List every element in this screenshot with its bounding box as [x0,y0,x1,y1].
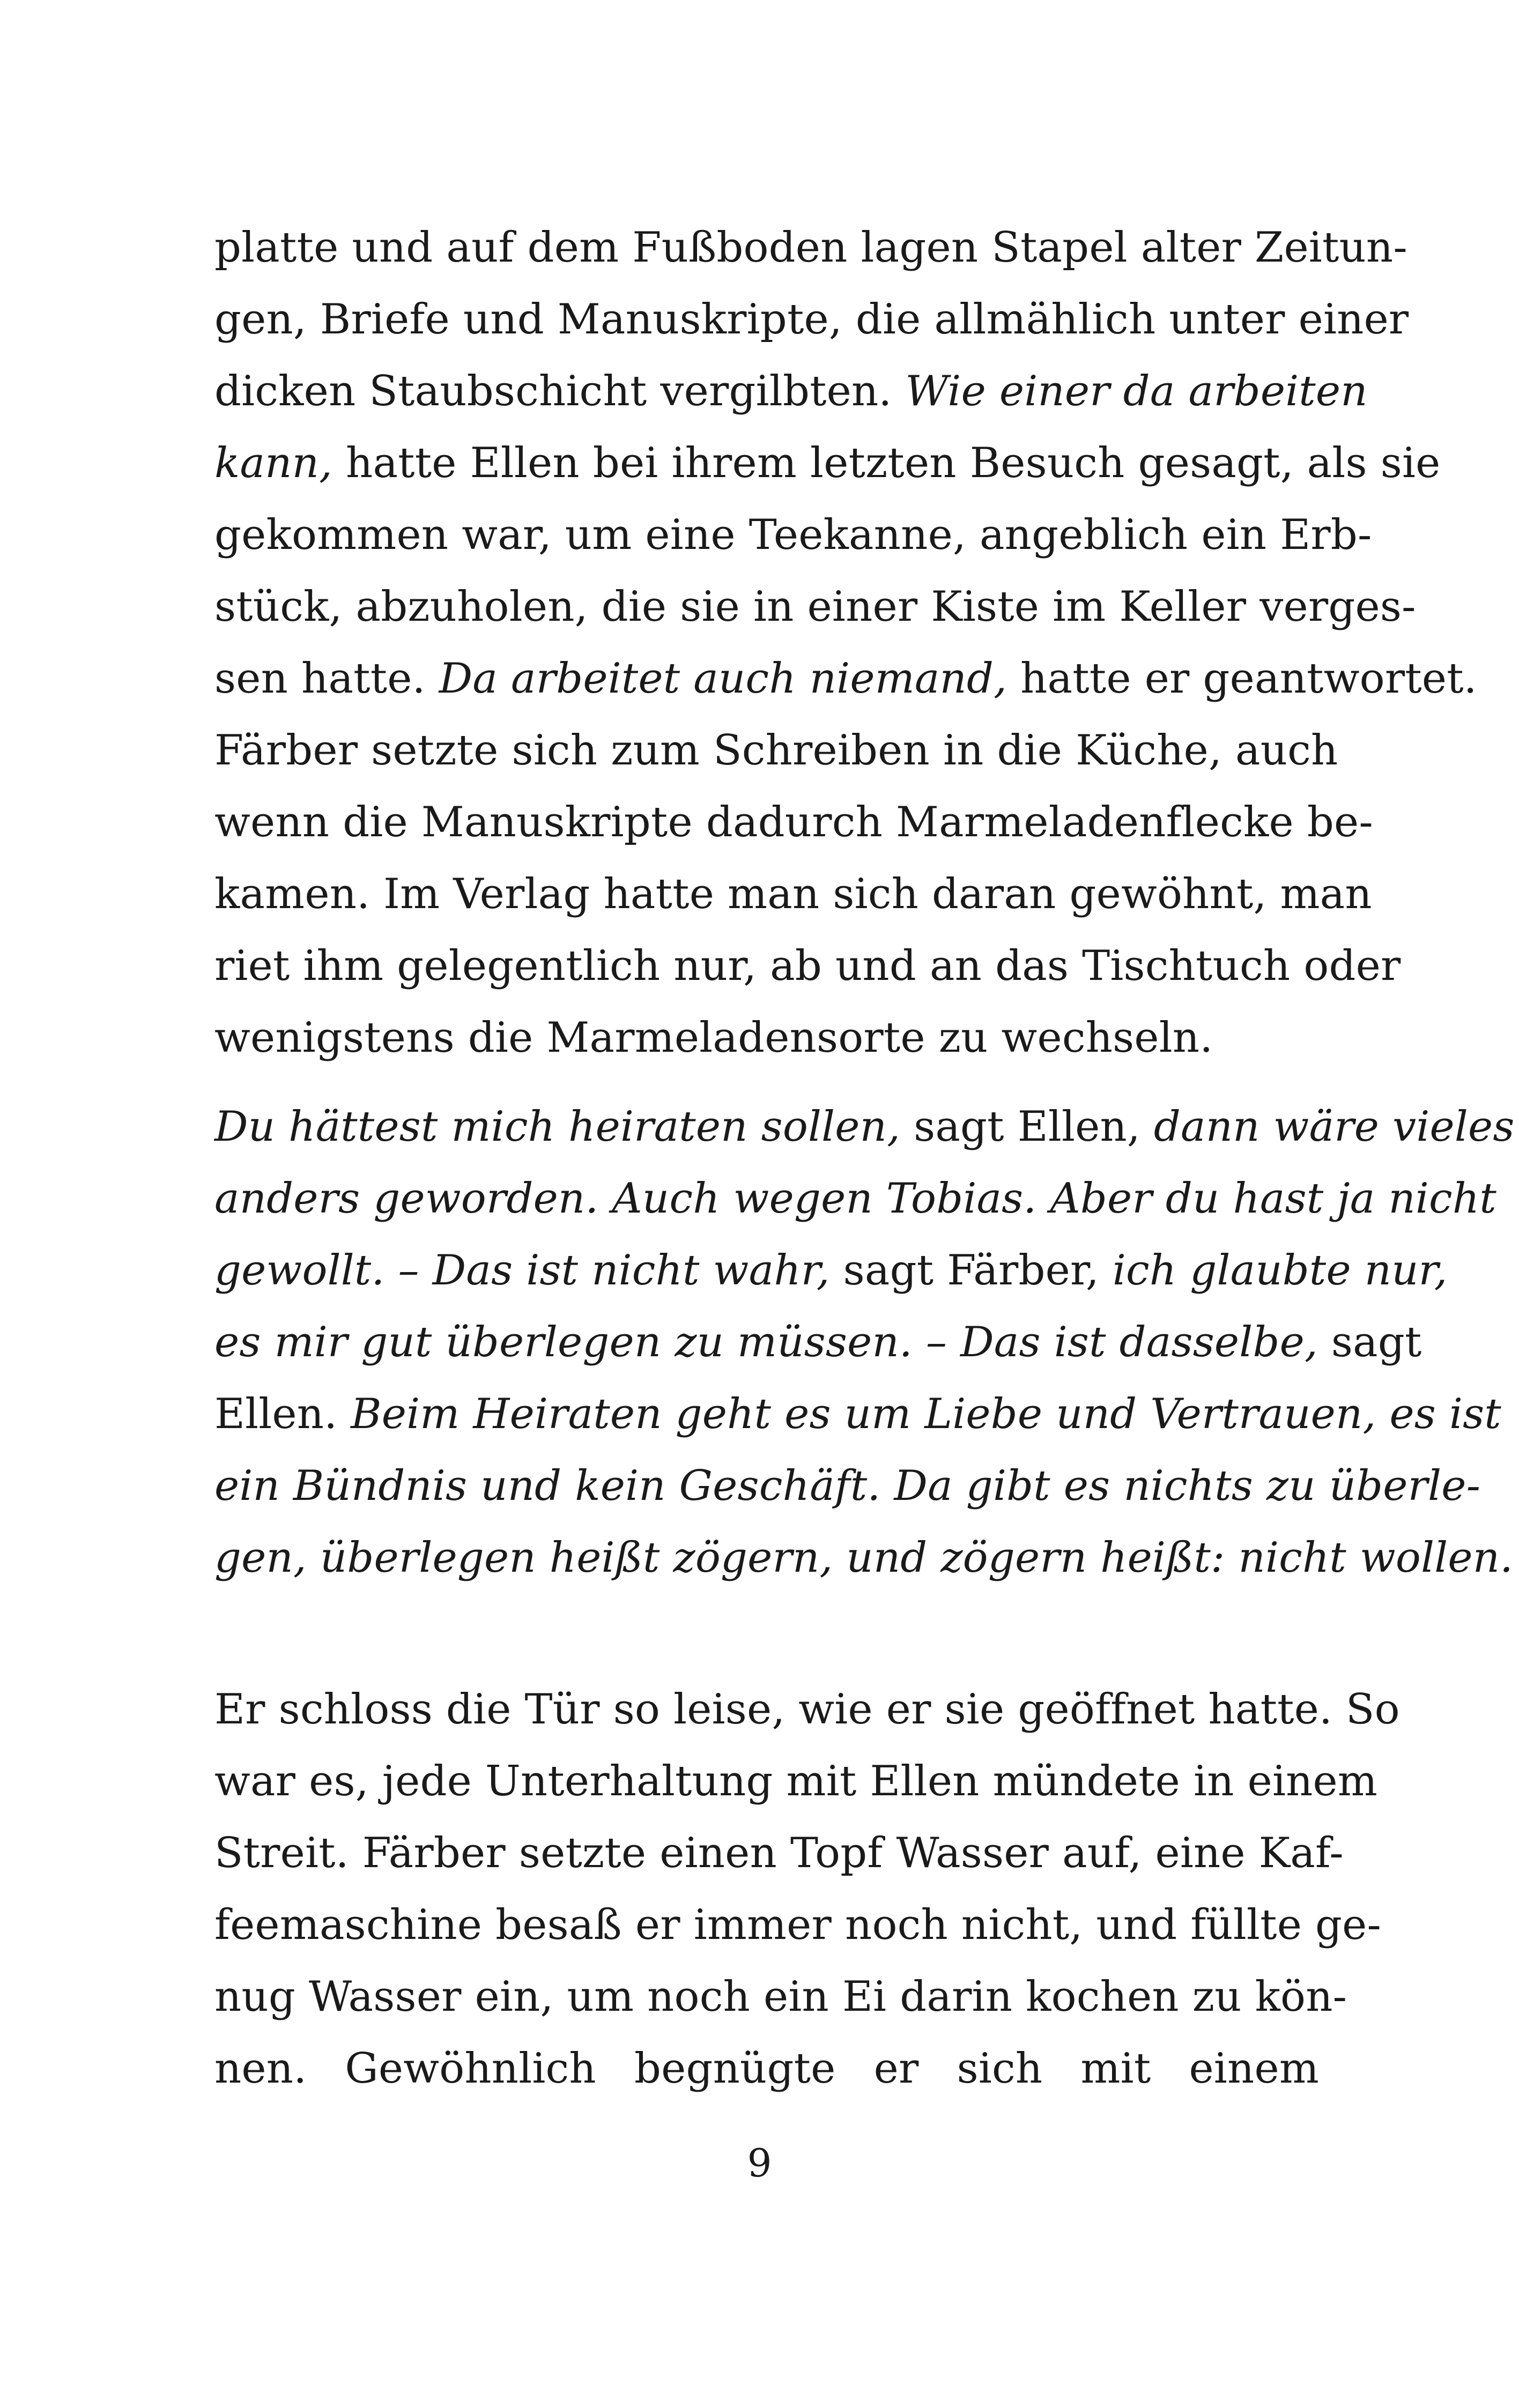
text-segment: platte und auf dem Fußboden lagen Stapel alter Zeitun- [214,224,1407,272]
text-segment: Ellen. [214,1390,351,1438]
text-segment: Streit. Färber setzte einen Topf Wasser auf, eine Kaf- [214,1829,1344,1877]
text-line [214,1091,1515,1163]
text-segment: stück, abzuholen, die sie in einer Kiste im Keller verges- [214,583,1416,631]
italic-text: Wie einer da arbeiten [905,367,1368,415]
text-segment: Er schloss die Tür so leise, wie er sie geöffnet hatte. So [214,1685,1400,1734]
italic-text: es mir gut überlegen zu müssen. – Das ist dasselbe, [214,1318,1318,1366]
text-line [214,1163,1496,1235]
text-segment: nen. Gewöhnlich begnügte er sich mit einem [214,2045,1319,2093]
text-line [214,1522,1514,1594]
text-line [214,643,1477,715]
text-segment: wenn die Manuskripte dadurch Marmeladenflecke be- [214,798,1373,846]
italic-text: ein Bündnis und kein Geschäft. Da gibt es nichts zu überle- [214,1462,1481,1510]
text-line [214,571,1416,643]
text-line [214,284,1409,355]
text-segment: sagt Färber, [829,1246,1113,1295]
text-segment: wenigstens die Marmeladensorte zu wechseln. [214,1014,1213,1062]
italic-text: ich glaubte nur, [1112,1246,1448,1295]
text-line [214,1961,1347,2033]
italic-text: anders geworden. Auch wegen Tobias. Aber du hast ja nicht [214,1175,1496,1223]
italic-text: gen, überlegen heißt zögern, und zögern heißt: nicht wollen. [214,1534,1514,1582]
text-line [214,1450,1481,1522]
text-line [214,930,1401,1002]
text-line [214,427,1441,499]
text-line [214,1378,1501,1450]
text-line [214,1002,1319,1074]
text-segment: hatte Ellen bei ihrem letzten Besuch gesagt, als sie [332,439,1441,487]
text-line [214,1306,1422,1378]
text-line [214,858,1372,930]
text-line [214,1889,1382,1961]
text-segment: dicken Staubschicht vergilbten. [214,367,906,415]
text-line [214,1745,1378,1817]
text-line [214,715,1338,786]
text-segment: sen hatte. [214,655,439,703]
text-line [214,355,1368,427]
text-segment: gen, Briefe und Manuskripte, die allmählich unter einer [214,295,1409,344]
text-segment: nug Wasser ein, um noch ein Ei darin kochen zu kön- [214,1973,1347,2021]
text-line [214,1235,1448,1306]
text-line [214,786,1373,858]
text-segment: Färber setzte sich zum Schreiben in die Küche, auch [214,726,1338,775]
italic-text: gewollt. – Das ist nicht wahr, [214,1246,830,1295]
text-segment: kamen. Im Verlag hatte man sich daran gewöhnt, man [214,870,1372,918]
text-line [214,1674,1400,1745]
italic-text: dann wäre vieles [1153,1103,1515,1151]
text-line [214,499,1372,571]
text-segment: sagt [1317,1318,1422,1366]
text-segment: gekommen war, um eine Teekanne, angeblich ein Erb- [214,511,1372,559]
italic-text: Beim Heiraten geht es um Liebe und Vertrauen, es ist [351,1390,1501,1438]
italic-text: kann, [214,439,333,487]
text-segment: war es, jede Unterhaltung mit Ellen mündete in einem [214,1757,1378,1805]
text-line [214,212,1407,284]
text-line [214,1817,1344,1889]
italic-text: Du hättest mich heiraten sollen, [214,1103,901,1151]
text-segment: feemaschine besaß er immer noch nicht, und füllte ge- [214,1901,1382,1949]
text-segment: hatte er geantwortet. [1007,655,1477,703]
italic-text: Da arbeitet auch niemand, [439,655,1007,703]
text-segment: riet ihm gelegentlich nur, ab und an das Tischtuch oder [214,942,1401,990]
page-number: 9 [747,2141,772,2186]
text-segment: sagt Ellen, [900,1103,1154,1151]
text-line [214,2033,1319,2105]
